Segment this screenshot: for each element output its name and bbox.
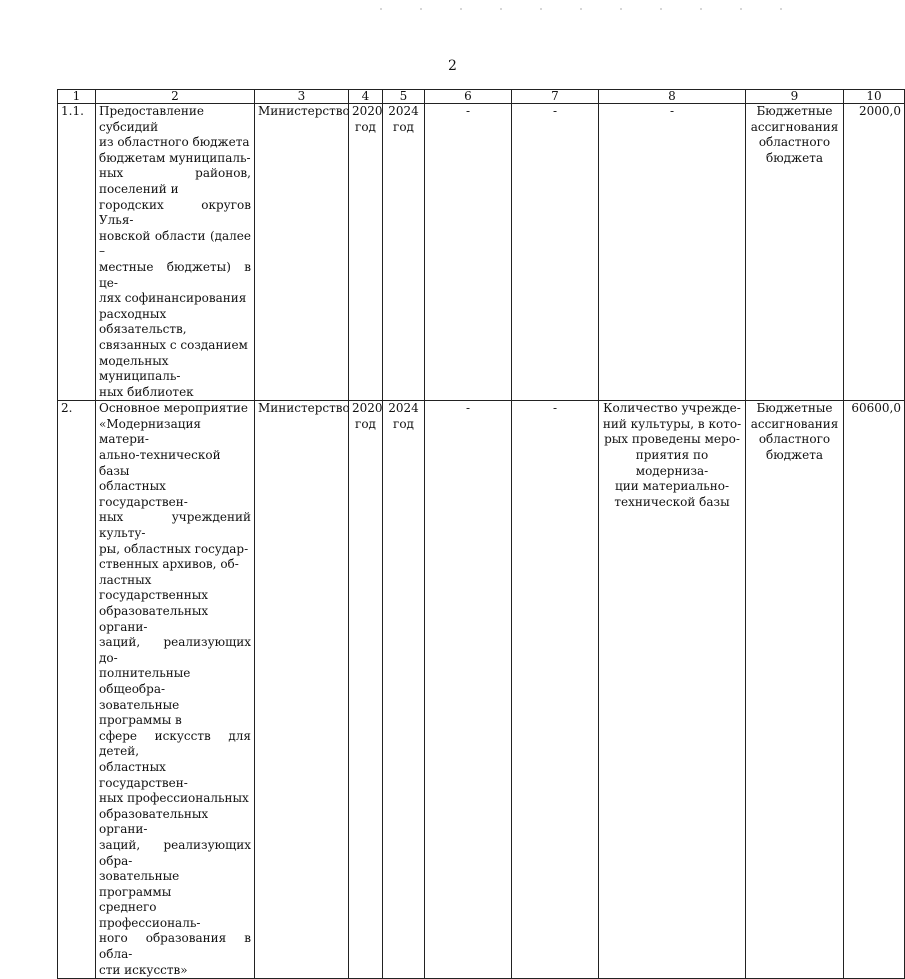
text-line: ственных архивов, об- (99, 557, 239, 572)
start-year-value: 2020 (352, 401, 383, 416)
measure-name (96, 401, 255, 979)
text-line: ных учреждений культу- (99, 510, 251, 541)
start-year-unit: год (355, 119, 376, 134)
text-line: зовательные программы (99, 869, 180, 899)
text-line: ально-технической базы (99, 448, 221, 478)
scan-artifact (380, 8, 820, 10)
text-line: ных библиотек (99, 384, 194, 399)
col7-value: - (512, 401, 599, 979)
start-year (349, 104, 383, 401)
text-line: полнительные общеобра- (99, 666, 191, 696)
header-cell: 7 (512, 90, 599, 104)
text-line: ных районов, поселений и (99, 166, 251, 196)
text-line: ний культуры, в кото- (602, 416, 742, 431)
text-line: ных профессиональных (99, 791, 249, 806)
funding-source (746, 104, 844, 401)
row-number: 1.1. (58, 104, 96, 401)
header-cell: 5 (383, 90, 425, 104)
text-line: образовательных органи- (99, 806, 209, 837)
start-year (349, 401, 383, 979)
text-line: областного (758, 135, 831, 150)
text-line: Основное мероприятие (99, 401, 249, 416)
text-line: городских округов Улья- (99, 197, 251, 228)
executor: Министерство (255, 401, 349, 979)
amount: 60600,0 (844, 401, 905, 979)
header-cell: 1 (58, 90, 96, 104)
end-year-value: 2024 (388, 104, 419, 118)
indicator (599, 104, 746, 401)
table-row (58, 401, 905, 979)
executor: Министерство (255, 104, 349, 401)
text-line: среднего профессиональ- (99, 900, 201, 930)
header-cell: 4 (349, 90, 383, 104)
text-line: модельных муниципаль- (99, 353, 181, 384)
header-cell: 10 (844, 90, 905, 104)
text-line: сти искусств» (99, 962, 188, 977)
text-line: рых проведены меро- (604, 432, 740, 447)
text-line: Бюджетные (756, 104, 833, 118)
start-year-unit: год (355, 416, 376, 431)
measure-name (96, 104, 255, 401)
indicator (599, 401, 746, 979)
text-line: областного (758, 432, 831, 447)
text-line: бюджета (766, 150, 823, 165)
text-line: «Модернизация матери- (99, 416, 202, 447)
header-cell: 3 (255, 90, 349, 104)
text-line: областных государствен- (99, 479, 188, 509)
text-line: технической базы (614, 494, 730, 509)
col6-value: - (425, 104, 512, 401)
text-line: бюджета (766, 448, 823, 463)
text-line: сфере искусств для детей, (99, 728, 251, 759)
text-line: областных государствен- (99, 759, 188, 790)
text-line: бюджетам муниципаль- (99, 150, 251, 165)
text-line: ластных государственных (99, 572, 209, 603)
end-year-unit: год (393, 119, 414, 134)
header-cell: 9 (746, 90, 844, 104)
text-line: лях софинансирования (99, 291, 247, 306)
page-number: 2 (448, 58, 457, 74)
text-line: местные бюджеты) в це- (99, 259, 251, 290)
text-line: - (669, 104, 675, 118)
text-line: связанных с созданием (99, 337, 248, 352)
end-year-value: 2024 (388, 401, 419, 416)
text-line: ассигнования (750, 119, 839, 134)
table-row (58, 104, 905, 401)
text-line: заций, реализующих обра- (99, 837, 251, 868)
col6-value: - (425, 401, 512, 979)
text-line: образовательных органи- (99, 604, 209, 634)
text-line: заций, реализующих до- (99, 635, 251, 665)
text-line: Предоставление субсидий (99, 104, 204, 134)
end-year (383, 401, 425, 979)
end-year (383, 104, 425, 401)
text-line: из областного бюджета (99, 135, 250, 150)
text-line: приятия по модерниза- (635, 448, 709, 478)
data-table (57, 89, 905, 979)
text-line: ры, областных государ- (99, 541, 249, 556)
header-cell: 8 (599, 90, 746, 104)
text-line: ассигнования (750, 416, 839, 431)
text-line: расходных обязательств, (99, 306, 187, 337)
amount: 2000,0 (844, 104, 905, 401)
funding-source (746, 401, 844, 979)
text-line: зовательные программы в (99, 697, 182, 728)
row-number: 2. (58, 401, 96, 979)
header-cell: 6 (425, 90, 512, 104)
col7-value: - (512, 104, 599, 401)
text-line: новской области (далее – (99, 228, 251, 259)
start-year-value: 2020 (352, 104, 383, 118)
text-line: Количество учрежде- (603, 401, 741, 416)
header-cell: 2 (96, 90, 255, 104)
text-line: ции материально- (614, 479, 730, 494)
header-row (58, 90, 905, 104)
text-line: ного образования в обла- (99, 931, 251, 962)
end-year-unit: год (393, 416, 414, 431)
text-line: Бюджетные (756, 401, 833, 416)
